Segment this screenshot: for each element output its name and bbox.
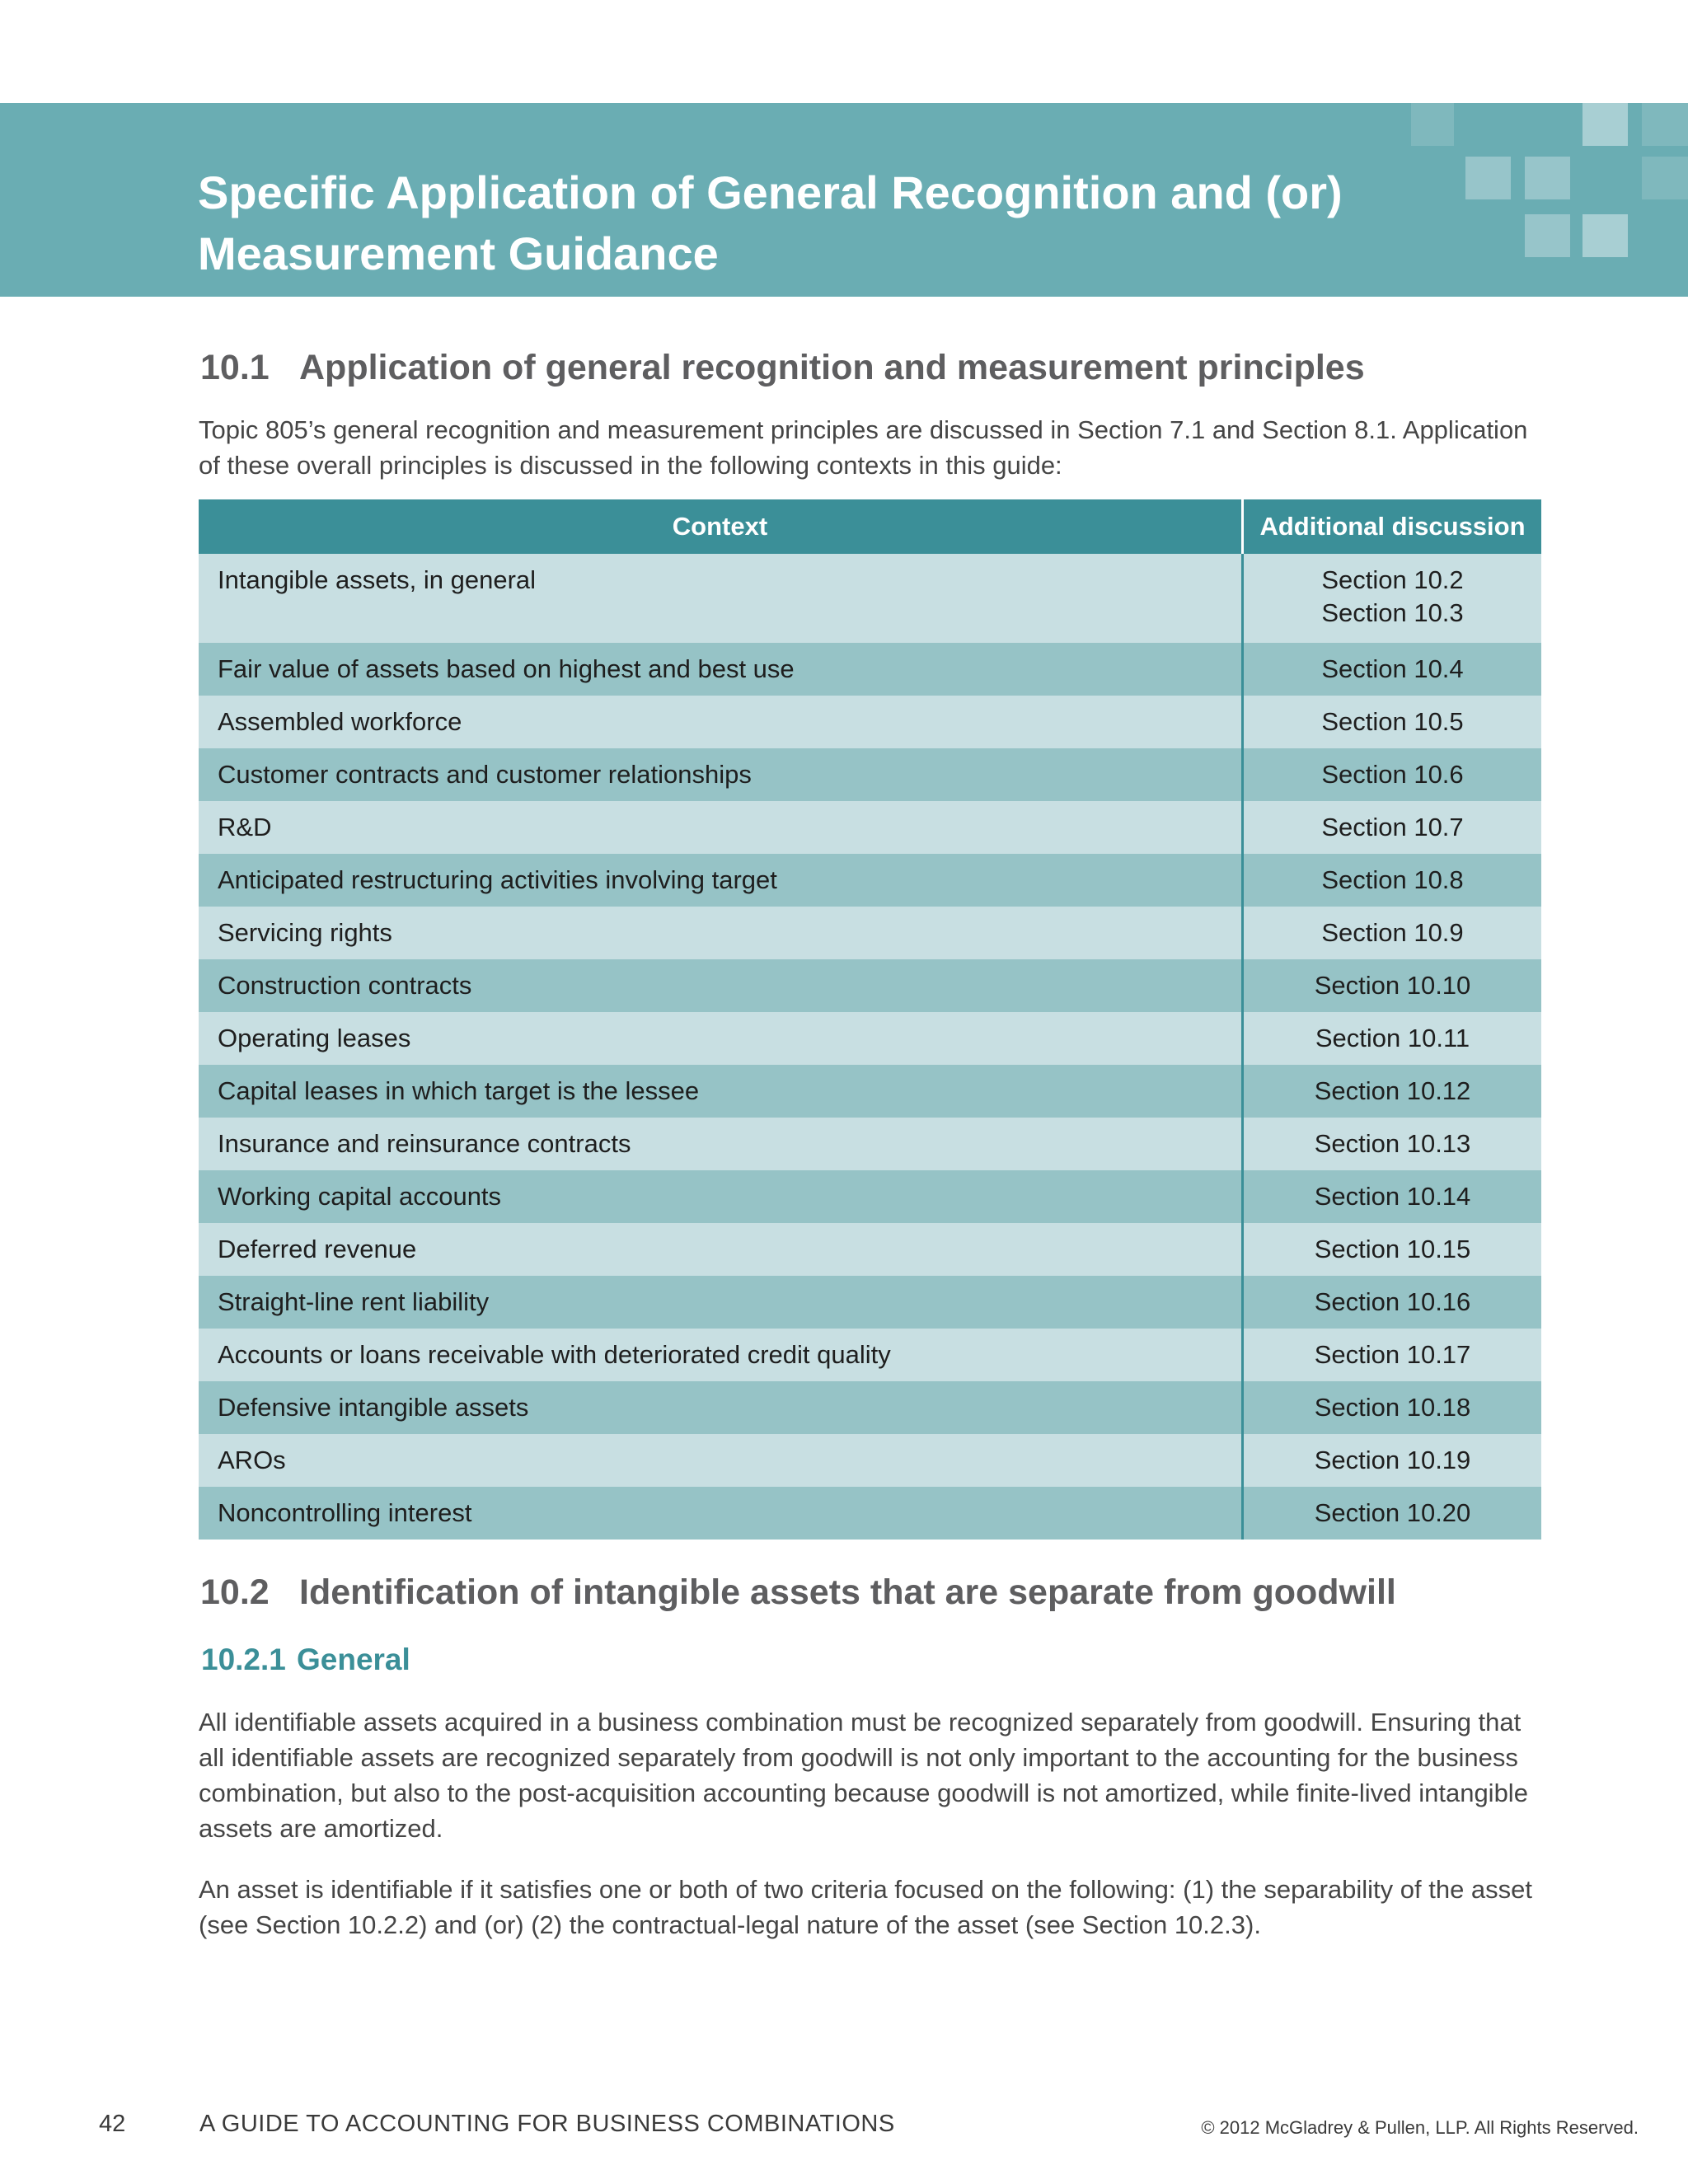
table-row — [199, 1434, 1541, 1487]
context-cell: Insurance and reinsurance contracts — [199, 1118, 1243, 1170]
decorative-square — [1582, 103, 1628, 146]
section-ref-cell: Section 10.7 — [1243, 801, 1542, 854]
decorative-square — [1642, 103, 1688, 146]
context-cell: Capital leases in which target is the lessee — [199, 1065, 1243, 1118]
page-number: 42 — [99, 2111, 126, 2137]
section-ref-cell: Section 10.18 — [1243, 1381, 1542, 1434]
context-cell: Noncontrolling interest — [199, 1487, 1243, 1540]
decorative-square — [1411, 103, 1454, 146]
context-cell: Defensive intangible assets — [199, 1381, 1243, 1434]
context-cell: Operating leases — [199, 1012, 1243, 1065]
section-10-2-1-heading — [201, 1640, 410, 1680]
subsection-number: 10.2.1 — [201, 1643, 286, 1676]
context-cell: Servicing rights — [199, 907, 1243, 959]
table-row — [199, 1170, 1541, 1223]
section-ref-cell: Section 10.15 — [1243, 1223, 1542, 1276]
table-row — [199, 1223, 1541, 1276]
decorative-square — [1642, 157, 1688, 199]
table-row — [199, 1329, 1541, 1381]
chapter-title-line-1: Specific Application of General Recognition and (or) — [198, 166, 1343, 218]
context-cell: Construction contracts — [199, 959, 1243, 1012]
section-ref-cell: Section 10.11 — [1243, 1012, 1542, 1065]
section-ref: Section 10.2 — [1321, 565, 1464, 594]
section-10-1-intro: Topic 805’s general recognition and measurement principles are discussed in Section 7.1 and Section 8.1. Application of these overall principles is discussed in the following contexts in this guide: — [199, 415, 1528, 480]
decorative-square — [1465, 157, 1511, 199]
context-cell: R&D — [199, 801, 1243, 854]
section-10-2-1-paragraph-2: An asset is identifiable if it satisfies one or both of two criteria focused on the following: (1) the separability of the asset (see Section 10.2.2) and (or) (2) the contractual-legal nature of the asset (see Section 10.2.3). — [199, 1875, 1533, 1939]
chapter-title — [198, 162, 1434, 284]
section-10-1-heading — [200, 344, 1365, 391]
subsection-title: General — [297, 1643, 410, 1676]
decorative-square — [1582, 214, 1628, 257]
section-10-2-heading — [200, 1569, 1396, 1615]
section-ref-cell: Section 10.12 — [1243, 1065, 1542, 1118]
table-row — [199, 1276, 1541, 1329]
context-cell: Accounts or loans receivable with deteriorated credit quality — [199, 1329, 1243, 1381]
section-number: 10.2 — [200, 1572, 270, 1612]
section-ref-cell — [1243, 554, 1542, 643]
context-cell: Assembled workforce — [199, 696, 1243, 748]
section-ref-cell: Section 10.20 — [1243, 1487, 1542, 1540]
running-footer-title: A GUIDE TO ACCOUNTING FOR BUSINESS COMBINATIONS — [199, 2111, 895, 2137]
table-row — [199, 959, 1541, 1012]
table-row — [199, 1065, 1541, 1118]
copyright-notice: © 2012 McGladrey & Pullen, LLP. All Rights Reserved. — [1201, 2117, 1639, 2138]
section-ref-cell: Section 10.9 — [1243, 907, 1542, 959]
table-header-row — [199, 499, 1541, 554]
context-cell: Intangible assets, in general — [199, 554, 1243, 643]
table-row — [199, 643, 1541, 696]
table-row — [199, 1118, 1541, 1170]
chapter-title-line-2: Measurement Guidance — [198, 227, 719, 279]
section-ref-cell: Section 10.5 — [1243, 696, 1542, 748]
context-cell: Straight-line rent liability — [199, 1276, 1243, 1329]
table-row — [199, 554, 1541, 643]
context-cell: Fair value of assets based on highest and best use — [199, 643, 1243, 696]
table-row — [199, 1487, 1541, 1540]
section-ref-cell: Section 10.19 — [1243, 1434, 1542, 1487]
table-row — [199, 696, 1541, 748]
table-row — [199, 748, 1541, 801]
section-ref-cell: Section 10.13 — [1243, 1118, 1542, 1170]
section-title: Identification of intangible assets that are separate from goodwill — [299, 1572, 1396, 1612]
context-table — [199, 499, 1541, 1540]
decorative-square — [1525, 157, 1570, 199]
context-cell: Working capital accounts — [199, 1170, 1243, 1223]
section-title: Application of general recognition and measurement principles — [299, 348, 1365, 387]
context-cell: Deferred revenue — [199, 1223, 1243, 1276]
context-cell: AROs — [199, 1434, 1243, 1487]
decorative-square — [1525, 214, 1570, 257]
section-ref-cell: Section 10.8 — [1243, 854, 1542, 907]
section-10-2-1-paragraph-1: All identifiable assets acquired in a business combination must be recognized separately from goodwill. Ensuring that all identifiable assets are recognized separately from goodwill is not only important to the accounting for the business combination, but also to the post-acquisition accounting because goodwill is not amortized, while finite-lived intangible assets are amortized. — [199, 1708, 1528, 1843]
table-row — [199, 1012, 1541, 1065]
context-cell: Anticipated restructuring activities involving target — [199, 854, 1243, 907]
column-header-additional-discussion: Additional discussion — [1243, 499, 1542, 554]
section-number: 10.1 — [200, 348, 270, 387]
section-ref-cell: Section 10.4 — [1243, 643, 1542, 696]
section-ref-cell: Section 10.6 — [1243, 748, 1542, 801]
table-row — [199, 1381, 1541, 1434]
section-ref-cell: Section 10.14 — [1243, 1170, 1542, 1223]
table-row — [199, 854, 1541, 907]
column-header-context: Context — [199, 499, 1243, 554]
table-row — [199, 801, 1541, 854]
context-cell: Customer contracts and customer relationships — [199, 748, 1243, 801]
chapter-banner — [0, 103, 1688, 297]
section-ref-cell: Section 10.10 — [1243, 959, 1542, 1012]
table-row — [199, 907, 1541, 959]
section-ref: Section 10.3 — [1321, 598, 1464, 627]
section-ref-cell: Section 10.17 — [1243, 1329, 1542, 1381]
section-ref-cell: Section 10.16 — [1243, 1276, 1542, 1329]
